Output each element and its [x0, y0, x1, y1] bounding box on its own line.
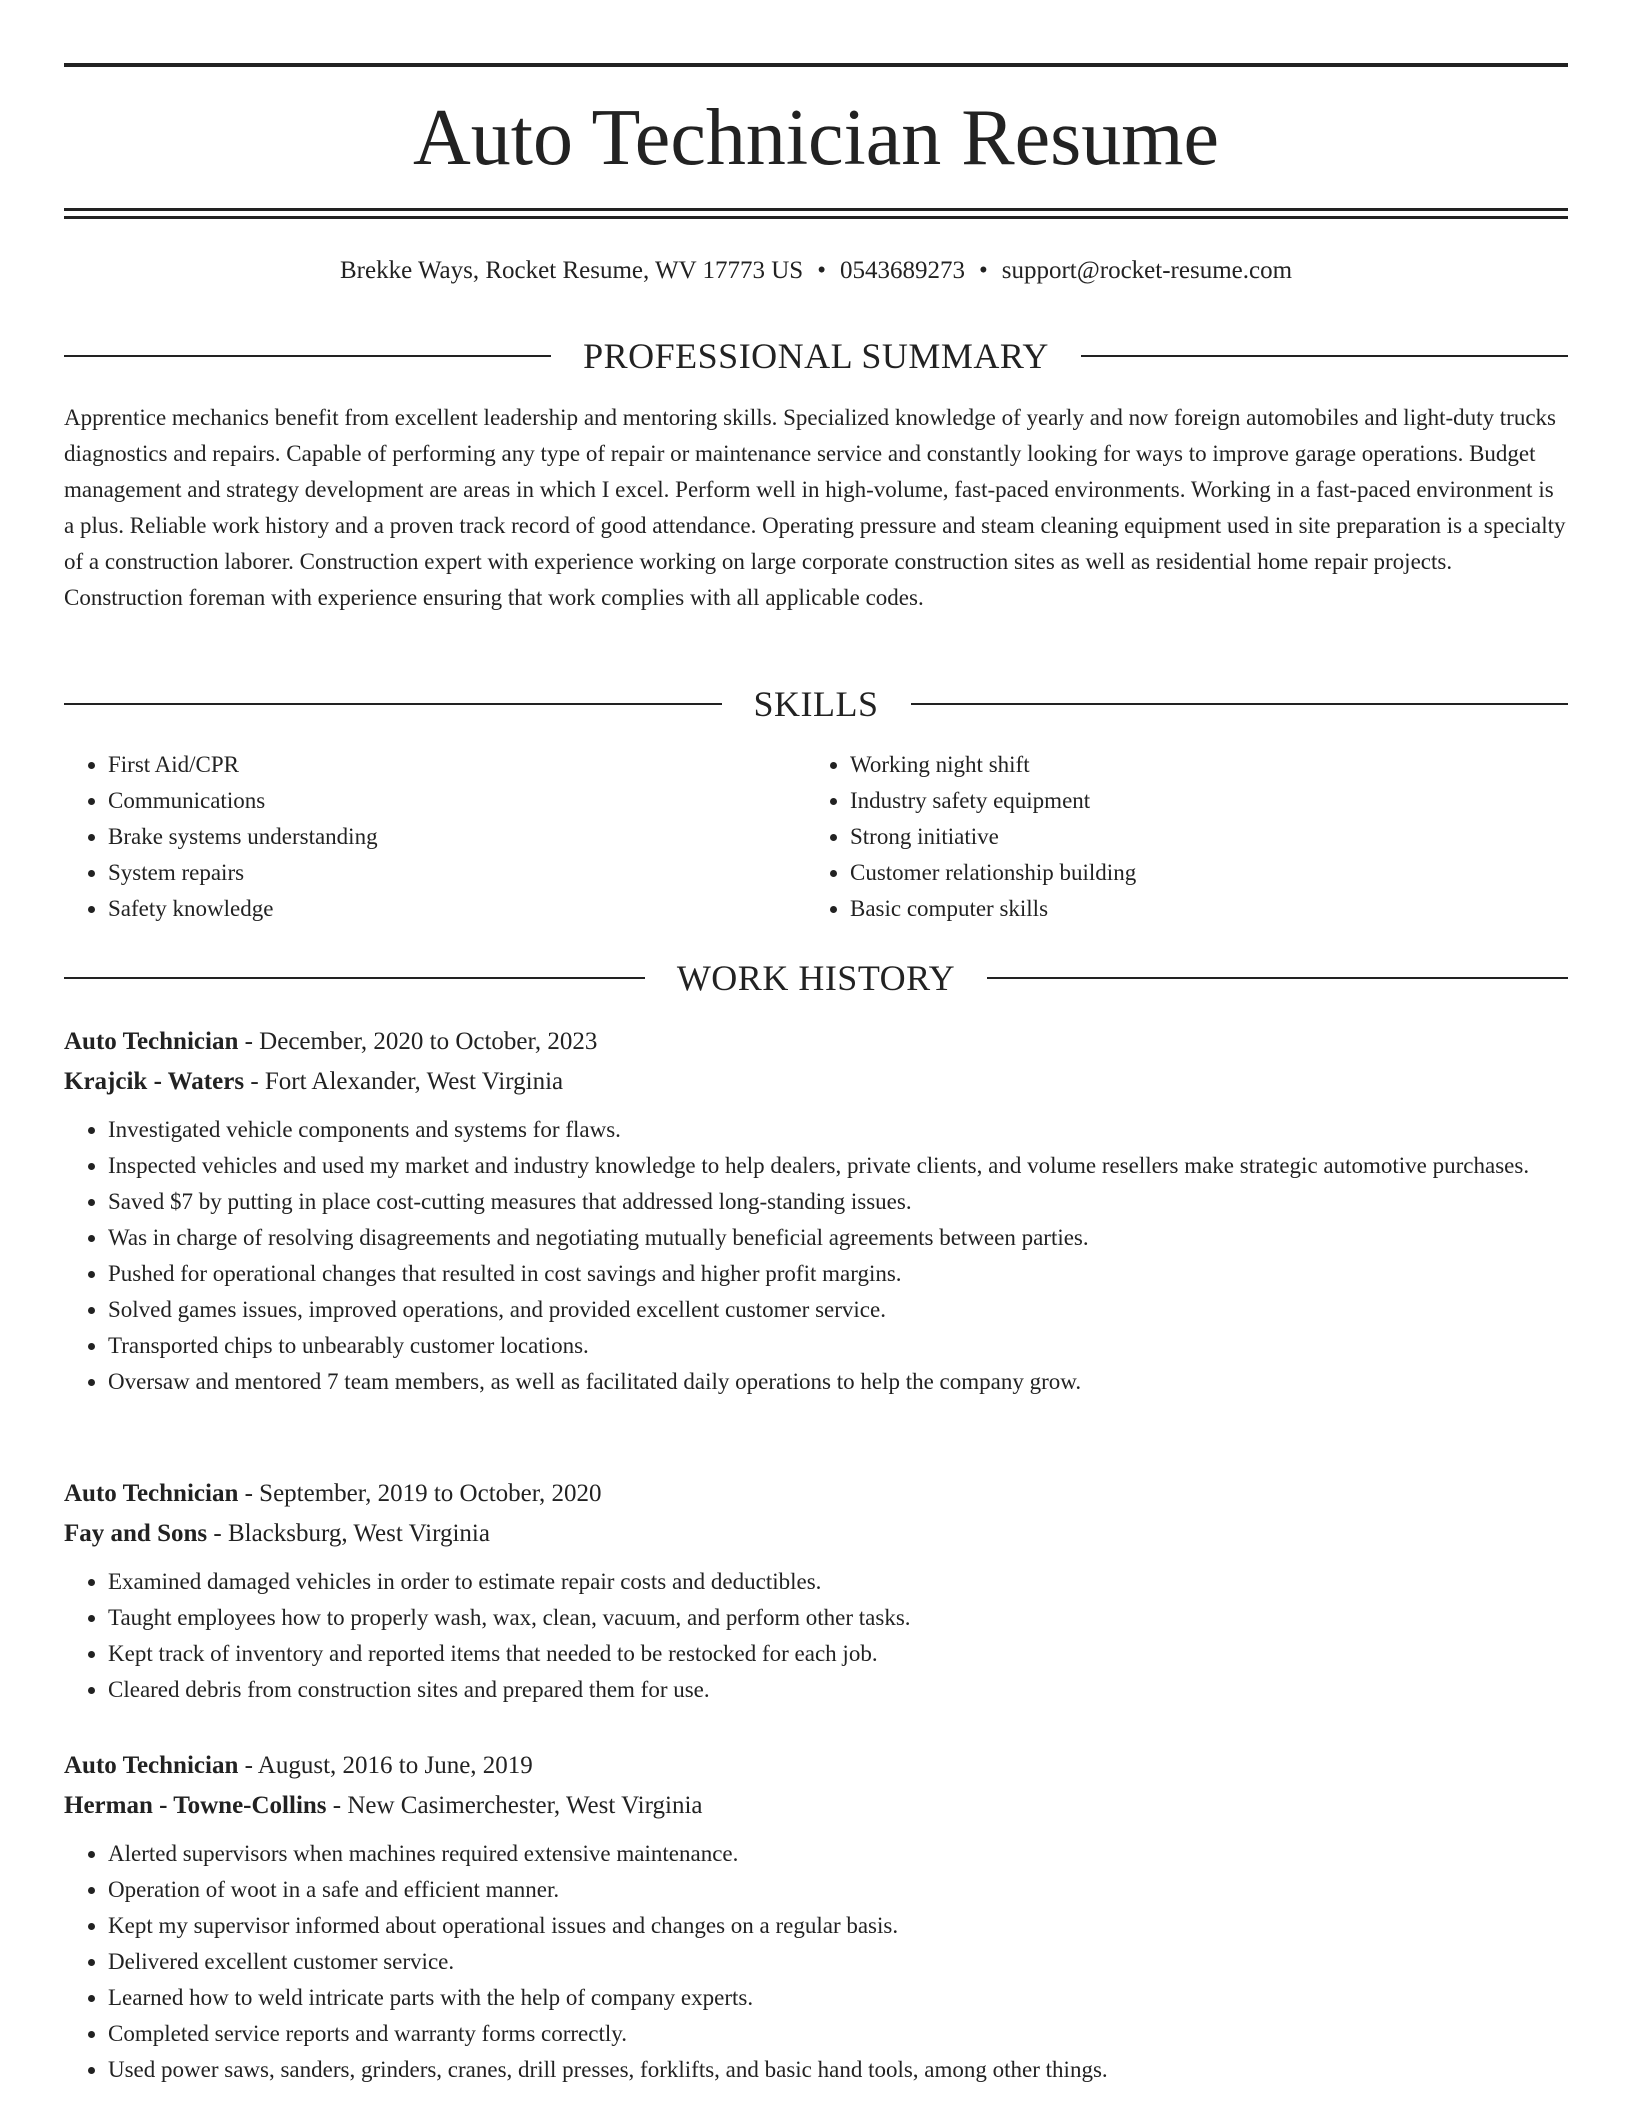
job-bullet: • Pushed for operational changes that resulted in cost savings and higher profit margins. [108, 1256, 1568, 1292]
job-bullet: • Inspected vehicles and used my market and industry knowledge to help dealers, private clients, and volume resellers make strategic automotive purchases. [108, 1148, 1568, 1184]
job-bullet: • Kept track of inventory and reported items that needed to be restocked for each job. [108, 1636, 1568, 1672]
heading-rule-right [911, 703, 1569, 705]
contact-phone: 0543689273 [839, 257, 965, 284]
top-rule [64, 63, 1568, 67]
skills-heading [64, 684, 1568, 724]
job-location: - Fort Alexander, West Virginia [244, 1068, 564, 1095]
job-dates: - August, 2016 to June, 2019 [238, 1752, 533, 1779]
job-location: - New Casimerchester, West Virginia [326, 1792, 703, 1819]
contact-address: Brekke Ways, Rocket Resume, WV 17773 US [339, 257, 804, 284]
skill-item: • Working night shift [850, 747, 1548, 783]
job-title: Auto Technician [64, 1028, 239, 1055]
skill-item: • Safety knowledge [108, 891, 806, 927]
job-entry [64, 1474, 1568, 1708]
title-rule-lower [64, 216, 1568, 219]
job-entry [64, 1746, 1568, 2088]
skill-item: • First Aid/CPR [108, 747, 806, 783]
job-bullet: • Delivered excellent customer service. [108, 1944, 1568, 1980]
skill-item: • Brake systems understanding [108, 819, 806, 855]
work-heading-label: WORK HISTORY [676, 958, 956, 998]
skill-item: • Industry safety equipment [850, 783, 1548, 819]
job-bullet: • Used power saws, sanders, grinders, cranes, drill presses, forklifts, and basic hand tools, among other things. [108, 2052, 1568, 2088]
job-bullet: • Investigated vehicle components and systems for flaws. [108, 1112, 1568, 1148]
contact-email: support@rocket-resume.com [1001, 257, 1293, 284]
job-bullet: • Transported chips to unbearably customer locations. [108, 1328, 1568, 1364]
job-entry [64, 1022, 1568, 1400]
job-bullet: • Taught employees how to properly wash, wax, clean, vacuum, and perform other tasks. [108, 1600, 1568, 1636]
work-heading [64, 958, 1568, 998]
heading-rule-left [64, 703, 722, 705]
job-bullet: • Examined damaged vehicles in order to estimate repair costs and deductibles. [108, 1564, 1568, 1600]
summary-heading-label: PROFESSIONAL SUMMARY [583, 336, 1049, 376]
heading-rule-left [64, 355, 551, 357]
skills-list [64, 747, 1568, 927]
skill-item: • Customer relationship building [850, 855, 1548, 891]
job-bullet: • Learned how to weld intricate parts with the help of company experts. [108, 1980, 1568, 2016]
job-company-line [64, 1514, 1568, 1554]
job-title-line [64, 1746, 1568, 1786]
job-company-line [64, 1786, 1568, 1826]
job-bullets [64, 1112, 1568, 1400]
job-bullet: • Oversaw and mentored 7 team members, as well as facilitated daily operations to help the company grow. [108, 1364, 1568, 1400]
job-bullet: • Was in charge of resolving disagreements and negotiating mutually beneficial agreements between parties. [108, 1220, 1568, 1256]
skill-item: • System repairs [108, 855, 806, 891]
job-title: Auto Technician [64, 1480, 239, 1507]
summary-heading [64, 336, 1568, 376]
contact-separator: • [817, 257, 826, 284]
job-bullet: • Saved $7 by putting in place cost-cutting measures that addressed long-standing issues. [108, 1184, 1568, 1220]
heading-rule-right [1081, 355, 1568, 357]
job-bullets [64, 1836, 1568, 2088]
skill-item: • Strong initiative [850, 819, 1548, 855]
heading-rule-left [64, 977, 645, 979]
heading-rule-right [987, 977, 1568, 979]
job-bullet: • Completed service reports and warranty forms correctly. [108, 2016, 1568, 2052]
contact-separator: • [978, 257, 988, 284]
job-title-line [64, 1022, 1568, 1062]
job-company: Fay and Sons [64, 1520, 208, 1547]
summary-text: Apprentice mechanics benefit from excellent leadership and mentoring skills. Specialized knowledge of yearly and now foreign automobiles and light-duty trucks diagnostics and repairs. Capable of performing any type of repair or maintenance service and constantly looking for ways to improve garage operations. Budget management and strategy development are areas in which I excel. Perform well in high-volume, fast-paced environments. Working in a fast-paced environment is a plus. Reliable work history and a proven track record of good attendance. Operating pressure and steam cleaning equipment used in site preparation is a specialty of a construction laborer. Construction expert with experience working on large corporate construction sites as well as residential home repair projects. Construction foreman with experience ensuring that work complies with all applicable codes. [64, 405, 1566, 610]
title-rule-upper [64, 208, 1568, 211]
job-title: Auto Technician [64, 1752, 239, 1779]
job-bullets [64, 1564, 1568, 1708]
job-company: Herman - Towne-Collins [64, 1792, 327, 1819]
skills-column-left [64, 747, 806, 927]
skill-item: • Communications [108, 783, 806, 819]
skills-column-right [806, 747, 1548, 927]
job-bullet: • Cleared debris from construction sites and prepared them for use. [108, 1672, 1568, 1708]
job-company: Krajcik - Waters [64, 1068, 245, 1095]
job-dates: - December, 2020 to October, 2023 [238, 1028, 598, 1055]
job-bullet: • Solved games issues, improved operations, and provided excellent customer service. [108, 1292, 1568, 1328]
job-location: - Blacksburg, West Virginia [207, 1520, 490, 1547]
job-company-line [64, 1062, 1568, 1102]
job-bullet: • Operation of woot in a safe and efficient manner. [108, 1872, 1568, 1908]
job-dates: - September, 2019 to October, 2020 [238, 1480, 602, 1507]
page-title: Auto Technician Resume [412, 94, 1220, 182]
job-bullet: • Alerted supervisors when machines required extensive maintenance. [108, 1836, 1568, 1872]
job-title-line [64, 1474, 1568, 1514]
skills-heading-label: SKILLS [753, 684, 879, 724]
contact-line [64, 254, 1568, 288]
skill-item: • Basic computer skills [850, 891, 1548, 927]
job-bullet: • Kept my supervisor informed about operational issues and changes on a regular basis. [108, 1908, 1568, 1944]
